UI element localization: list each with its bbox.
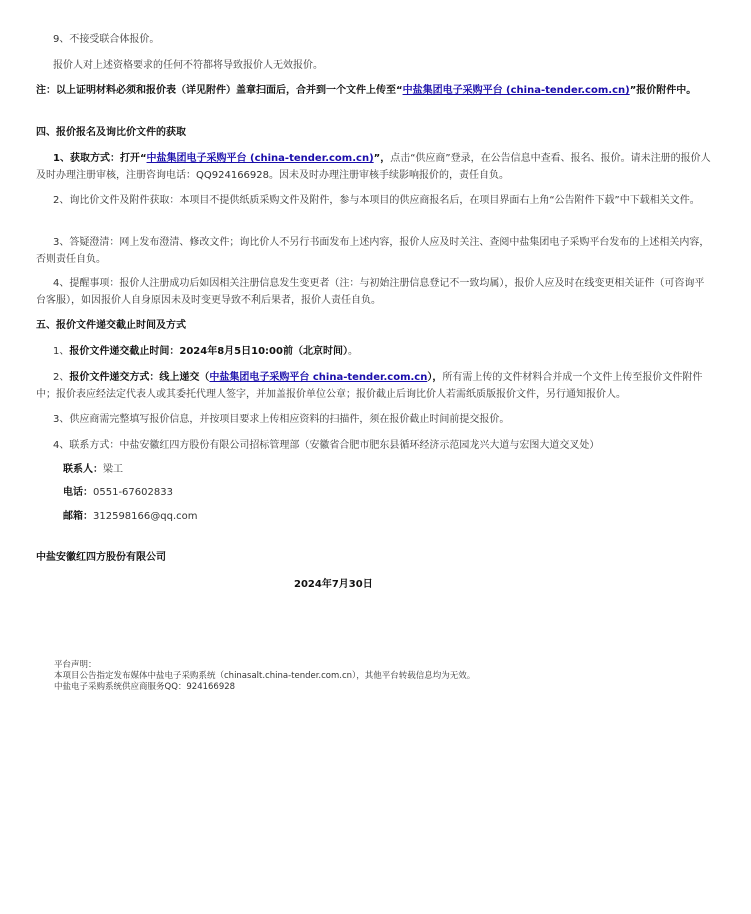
- section-4-heading: 四、报价报名及询比价文件的获取: [36, 127, 186, 138]
- section-4-item-1: [36, 150, 712, 184]
- company-signature: 中盐安徽红四方股份有限公司: [36, 552, 166, 563]
- platform-statement: [54, 660, 704, 693]
- s4-1-text: 点击“供应商”登录，在公告信息中查看、报名、报价。请未注册的报价人及时办理注册审核，注册咨询电话：QQ924166928。因未及时办理注册审核手续影响报价的，责任自负。: [36, 153, 711, 181]
- platform-link[interactable]: 中盐集团电子采购平台 (china-tender.com.cn): [146, 153, 374, 164]
- section-5-item-4: 4、联系方式：中盐安徽红四方股份有限公司招标管理部（安徽省合肥市肥东县循环经济示范园龙兴大道与宏图大道交叉处）: [53, 440, 600, 451]
- paragraph-item-9: 9、不接受联合体报价。: [53, 34, 160, 45]
- section-4-item-2: 2、询比价文件及附件获取：本项目不提供纸质采购文件及附件，参与本项目的供应商报名后，在项目界面右上角“公告附件下载”中下载相关文件。: [53, 195, 700, 206]
- s5-1-end: 。: [347, 346, 358, 357]
- paragraph-qualification-warning: 报价人对上述资格要求的任何不符都将导致报价人无效报价。: [53, 60, 323, 71]
- contact-person-value: 梁工: [103, 464, 123, 475]
- s5-2-close: ），: [427, 372, 443, 383]
- contact-email-value: 312598166@qq.com: [93, 511, 198, 522]
- s5-2-text: 所有需上传的文件材料合并成一个文件上传至报价文件附件中；报价表应经法定代表人或其委托代理人签字，并加盖报价单位公章；报价截止后询比价人若需纸质版报价文件，另行通知报价人。: [36, 372, 703, 400]
- platform-link[interactable]: 中盐集团电子采购平台 (china-tender.com.cn): [402, 85, 630, 96]
- note-paragraph: [36, 82, 712, 99]
- section-5-item-2: [36, 369, 712, 403]
- contact-person-row: [63, 463, 123, 477]
- footer-media-notice: 本项目公告指定发布媒体中盐电子采购系统（chinasalt.china-tender.com.cn），其他平台转载信息均为无效。: [54, 671, 476, 681]
- s5-2-num: 2、: [53, 372, 70, 383]
- platform-link[interactable]: 中盐集团电子采购平台 china-tender.com.cn: [209, 372, 428, 383]
- deadline-text: 报价文件递交截止时间：2024年8月5日10:00前（北京时间）: [69, 346, 348, 357]
- section-4-item-3: 3、答疑澄清：网上发布澄清、修改文件；询比价人不另行书面发布上述内容，报价人应及时关注、查阅中盐集团电子采购平台发布的上述相关内容，否则责任自负。: [36, 237, 710, 265]
- note-text-pre: 注：以上证明材料必须和报价表（详见附件）盖章扫面后，合并到一个文件上传至“: [36, 85, 403, 96]
- contact-person-label: 联系人：: [63, 464, 103, 475]
- section-4-item-4: 4、提醒事项：报价人注册成功后如因相关注册信息发生变更者（注：与初始注册信息登记不一致均属），报价人应及时在线变更相关证件（可咨询平台客服），如因报价人自身原因未及时变更导致不利后果者，报价人责任自负。: [36, 278, 705, 306]
- section-5-heading: 五、报价文件递交截止时间及方式: [36, 320, 186, 331]
- s5-1-num: 1、: [53, 346, 70, 357]
- contact-email-row: [63, 510, 198, 524]
- contact-phone-label: 电话：: [63, 487, 93, 498]
- s5-2-label: 报价文件递交方式：线上递交（: [69, 372, 210, 383]
- section-5-item-1: [36, 343, 712, 360]
- signature-date: 2024年7月30日: [294, 579, 373, 590]
- contact-phone-row: [63, 486, 173, 500]
- note-text-post: ”报价附件中。: [629, 85, 697, 96]
- contact-phone-value: 0551-67602833: [93, 487, 173, 498]
- footer-heading: 平台声明：: [54, 660, 97, 670]
- footer-service-qq: 中盐电子采购系统供应商服务QQ：924166928: [54, 682, 236, 692]
- contact-email-label: 邮箱：: [63, 511, 93, 522]
- section-5-item-3: 3、供应商需完整填写报价信息，并按项目要求上传相应资料的扫描件，须在报价截止时间前提交报价。: [53, 414, 510, 425]
- s4-1-label: 1、获取方式：打开“: [53, 153, 147, 164]
- s4-1-mid: ”，: [373, 153, 391, 164]
